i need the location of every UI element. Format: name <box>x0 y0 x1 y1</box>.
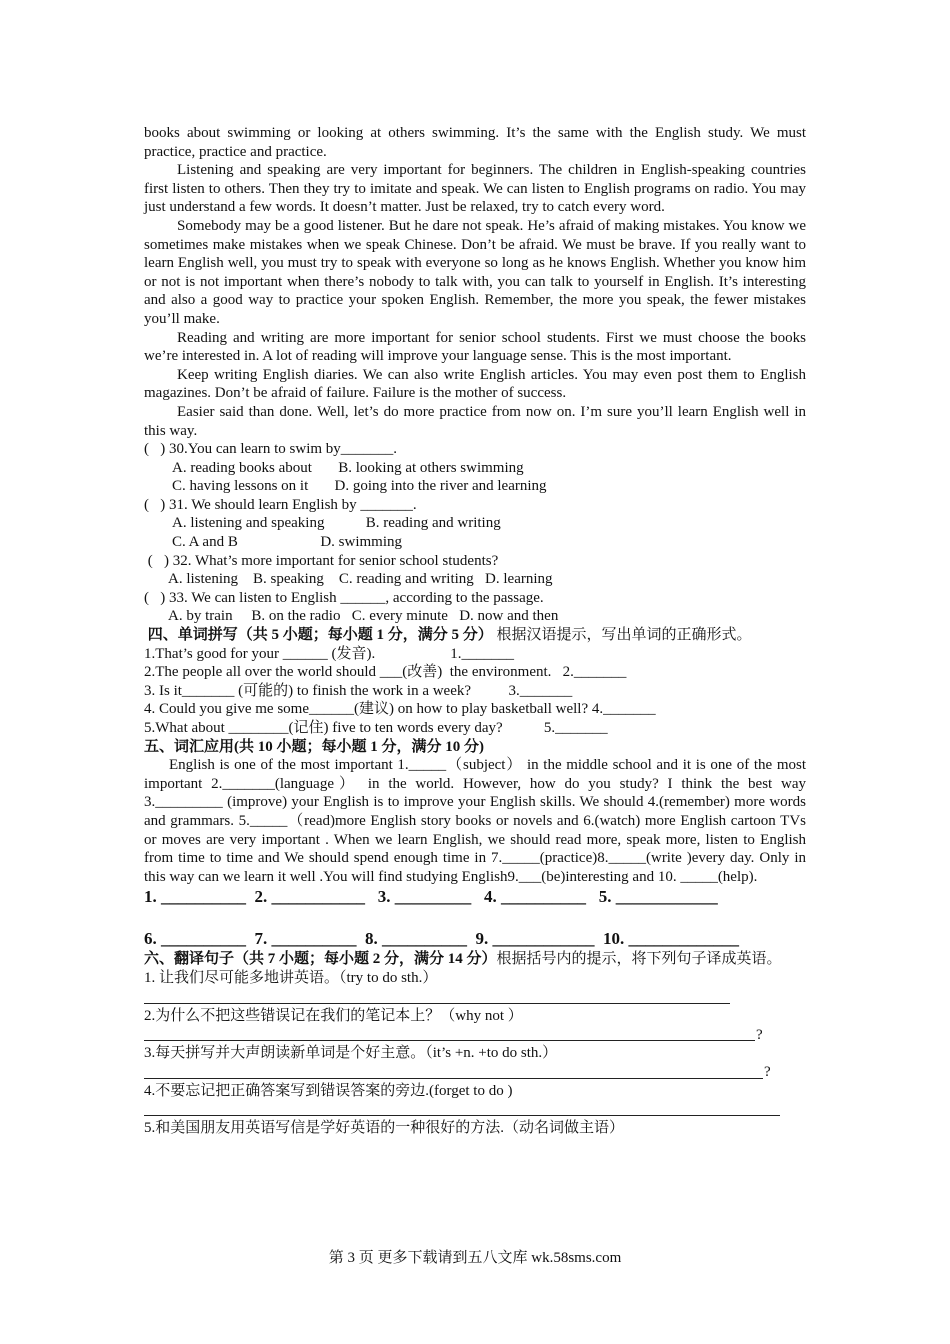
translation-item: 5.和美国朋友用英语写信是学好英语的一种很好的方法.（动名词做主语） <box>144 1120 625 1137</box>
question-33: ( ) 33. We can listen to English ______, according to the passage. <box>144 589 544 606</box>
answer-line[interactable] <box>144 1063 806 1082</box>
question-30: ( ) 30.You can learn to swim by_______. <box>144 441 398 458</box>
question-30-options-cd: C. having lessons on it D. going into the river and learning <box>172 478 547 495</box>
section-4-heading <box>144 626 806 645</box>
section-6-instruction: 根据括号内的提示，将下列句子译成英语。 <box>496 951 782 968</box>
passage-paragraph: books about swimming or looking at others swimming. It’s the same with the English study. We must practice, practice and practice. <box>144 125 806 160</box>
section-4-item: 4. Could you give me some______(建议) on how to play basketball well? 4._______ <box>144 701 656 718</box>
answer-line[interactable] <box>144 988 806 1007</box>
section-6-title: 六、翻译句子（共 7 小题；每小题 2 分，满分 14 分） <box>144 951 497 968</box>
section-4-item: 5.What about ________(记住) five to ten words every day? 5._______ <box>144 720 608 736</box>
section-4-instruction: 根据汉语提示，写出单词的正确形式。 <box>492 627 752 644</box>
translation-item: 1. 让我们尽可能多地讲英语。（try to do sth.） <box>144 969 438 986</box>
question-31-options-ab: A. listening and speaking B. reading and writing <box>172 515 501 532</box>
question-33-options: A. by train B. on the radio C. every minute D. now and then <box>168 608 559 625</box>
page-footer: 第 3 页 更多下载请到五八文库 wk.58sms.com <box>328 1250 622 1266</box>
question-31: ( ) 31. We should learn English by _______. <box>144 496 417 513</box>
passage-paragraph: Keep writing English diaries. We can also write English articles. You may even post them to English magazines. Don’t be afraid of failure. Failure is the mother of success. <box>144 366 806 402</box>
section-5-answer-row-1: 1. __________ 2. ___________ 3. _________ 4. __________ 5. ____________ <box>144 887 718 907</box>
section-4-title: 四、单词拼写（共 5 小题；每小题 1 分，满分 5 分） <box>144 627 493 644</box>
section-6-heading <box>144 950 806 969</box>
question-32-options: A. listening B. speaking C. reading and writing D. learning <box>168 571 553 588</box>
passage-paragraph: Listening and speaking are very important for beginners. The children in English-speaking countries first listen to others. Then they try to imitate and speak. We can listen to English programs on radio. You may just understand a few words. It doesn’t matter. Just be relaxed, try to catch every word. <box>144 162 806 216</box>
section-4-item: 2.The people all over the world should ___(改善) the environment. 2._______ <box>144 664 627 681</box>
passage-paragraph: Easier said than done. Well, let’s do more practice from now on. I’m sure you’ll learn English well in this way. <box>144 403 806 439</box>
question-31-options-cd: C. A and B D. swimming <box>172 534 403 551</box>
page-content <box>144 124 806 1138</box>
question-30-options-ab: A. reading books about B. looking at others swimming <box>172 459 524 476</box>
section-4-item: 1.That’s good for your ______ (发音). 1._______ <box>144 645 514 662</box>
answer-line[interactable] <box>144 1025 806 1044</box>
passage-paragraph: Somebody may be a good listener. But he dare not speak. He’s afraid of making mistakes. You know we sometimes make mistakes when we speak Chinese. Don’t be afraid. We must be brave. If you really want to learn English well, you must try to speak with everyone so long as he knows English. Whether you know him or not is not important when there’s nobody to talk with, you can talk to yourself in English. It’s interesting and also a good way to practice your spoken English. Remember, the more you speak, the fewer mistakes you’ll make. <box>144 217 806 327</box>
passage-paragraph: Reading and writing are more important for senior school students. First we must choose the books we’re interested in. A lot of reading will improve your language sense. This is the most important. <box>144 329 806 365</box>
translation-item: 2.为什么不把这些错误记在我们的笔记本上？（why not ） <box>144 1007 523 1024</box>
question-mark: ? <box>756 1026 763 1043</box>
translation-item: 3.每天拼写并大声朗读新单词是个好主意。（it’s +n. +to do sth.） <box>144 1045 558 1062</box>
question-mark: ? <box>764 1064 771 1081</box>
answer-line[interactable] <box>144 1100 806 1119</box>
section-5-answer-row-2: 6. __________ 7. __________ 8. __________ 9. ____________ 10. _____________ <box>144 929 739 949</box>
translation-item: 4.不要忘记把正确答案写到错误答案的旁边.(forget to do ) <box>144 1082 513 1099</box>
section-5-passage: English is one of the most important 1._____（subject） in the middle school and it is one of the most important 2._______(language） in the world. However, how do you study? I think the best way 3._________ (improve) your English is to improve your English skills. We should 4.(remember) more words and grammars. 5._____（read)more English story books or novels and 6.(watch) more English cartoon TVs or moves are very important . When we learn English, we should read more, speak more, listen to English from time to time and We should spend enough time in 7._____(practice)8._____(write )every day. Only in this way can we learn it well .You will find studying English9.___(be)interesting and 10. _____(help). <box>144 757 806 885</box>
section-4-item: 3. Is it_______ (可能的) to finish the work in a week? 3._______ <box>144 682 573 699</box>
section-5-title: 五、词汇应用(共 10 小题；每小题 1 分，满分 10 分) <box>144 738 484 755</box>
question-32: ( ) 32. What’s more important for senior school students? <box>144 552 499 569</box>
